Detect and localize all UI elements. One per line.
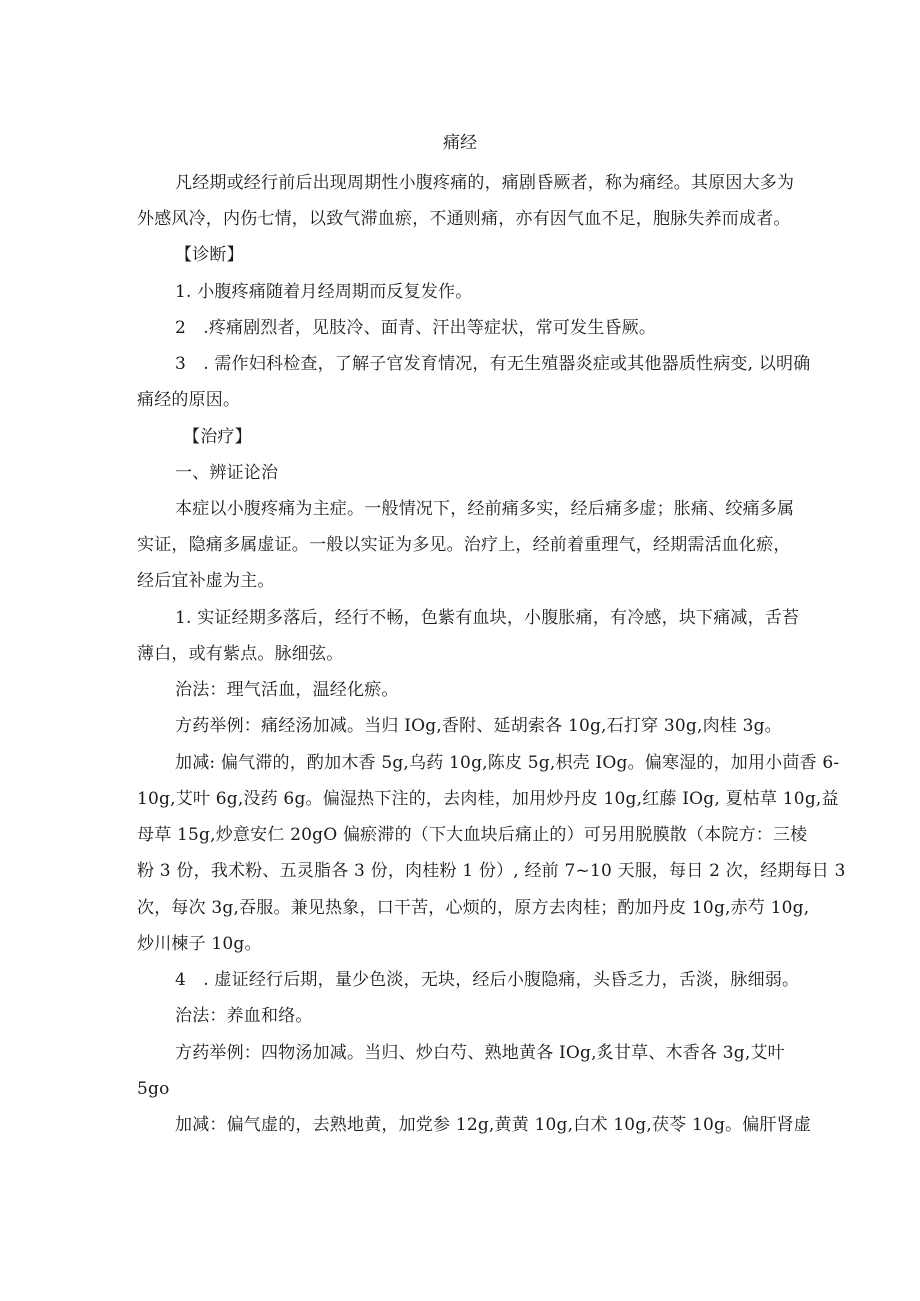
page-title: 痛经 xyxy=(443,133,477,153)
paragraph-line-1: 凡经期或经行前后出现周期性小腹疼痛的，痛剧昏厥者，称为痛经。其原因大多为 xyxy=(175,173,795,193)
excess-modification-line-4: 粉 3 份，我术粉、五灵脂各 3 份，肉桂粉 1 份）, 经前 7~10 天服，每日 2 次，经期每日 3 xyxy=(137,861,846,881)
deficiency-syndrome: 4 . 虚证经行后期，量少色淡，无块，经后小腹隐痛，头昏乏力，舌淡，脉细弱。 xyxy=(175,970,800,990)
deficiency-prescription-line-2: 5go xyxy=(137,1079,170,1099)
excess-modification-line-1: 加减: 偏气滞的，酌加木香 5g,乌药 10g,陈皮 5g,枳壳 IOg。偏寒湿的，加用小茴香 6- xyxy=(175,753,840,773)
diagnosis-item-3: 3 . 需作妇科检查，了解子官发育情况，有无生殖器炎症或其他器质性病变, 以明确 xyxy=(175,354,811,374)
deficiency-prescription-line-1: 方药举例：四物汤加减。当归、炒白芍、熟地黄各 IOg,炙甘草、木香各 3g,艾叶 xyxy=(175,1043,785,1063)
excess-syndrome-line-1: 1. 实证经期多落后，经行不畅，色紫有血块，小腹胀痛，有冷感，块下痛减，舌苔 xyxy=(175,608,800,628)
excess-modification-line-6: 炒川楝子 10g。 xyxy=(137,934,262,954)
excess-syndrome-line-2: 薄白，或有紫点。脉细弦。 xyxy=(137,644,344,664)
excess-modification-line-2: 10g,艾叶 6g,没药 6g。偏湿热下注的，去肉桂，加用炒丹皮 10g,红藤 IOg, 夏枯草 10g,益 xyxy=(137,789,839,809)
section-heading-treatment: 【治疗】 xyxy=(183,427,252,447)
diagnosis-item-1: 1. 小腹疼痛随着月经周期而反复发作。 xyxy=(175,282,473,302)
excess-modification-line-3: 母草 15g,炒意安仁 20gO 偏瘀滞的（下大血块后痛止的）可另用脱膜散（本院方：三棱 xyxy=(137,825,808,845)
paragraph-line-2: 外感风冷，内伤七情，以致气滞血瘀，不通则痛，亦有因气血不足，胞脉失养而成者。 xyxy=(137,209,791,229)
diagnosis-item-3-cont: 痛经的原因。 xyxy=(137,390,241,410)
deficiency-method: 治法：养血和络。 xyxy=(175,1006,313,1026)
treatment-para-line-3: 经后宜补虚为主。 xyxy=(137,571,275,591)
treatment-para-line-2: 实证，隐痛多属虚证。一般以实证为多见。治疗上，经前着重理气，经期需活血化瘀， xyxy=(137,535,791,555)
treatment-para-line-1: 本症以小腹疼痛为主症。一般情况下，经前痛多实，经后痛多虚；胀痛、绞痛多属 xyxy=(175,499,795,519)
excess-method: 治法：理气活血，温经化瘀。 xyxy=(175,680,399,700)
section-heading-diagnosis: 【诊断】 xyxy=(175,245,244,265)
diagnosis-item-2: 2 .疼痛剧烈者，见肢冷、面青、汗出等症状，常可发生昏厥。 xyxy=(175,318,657,338)
excess-modification-line-5: 次，每次 3g,吞服。兼见热象，口干苦，心烦的，原方去肉桂；酌加丹皮 10g,赤芍 10g, xyxy=(137,898,810,918)
subheading-differentiation: 一、辨证论治 xyxy=(175,463,279,483)
excess-prescription: 方药举例：痛经汤加减。当归 IOg,香附、延胡索各 10g,石打穿 30g,肉桂 3g。 xyxy=(175,716,782,736)
deficiency-modification-line-1: 加减：偏气虚的，去熟地黄，加党参 12g,黄黄 10g,白术 10g,茯苓 10g。偏肝肾虚 xyxy=(175,1115,812,1135)
